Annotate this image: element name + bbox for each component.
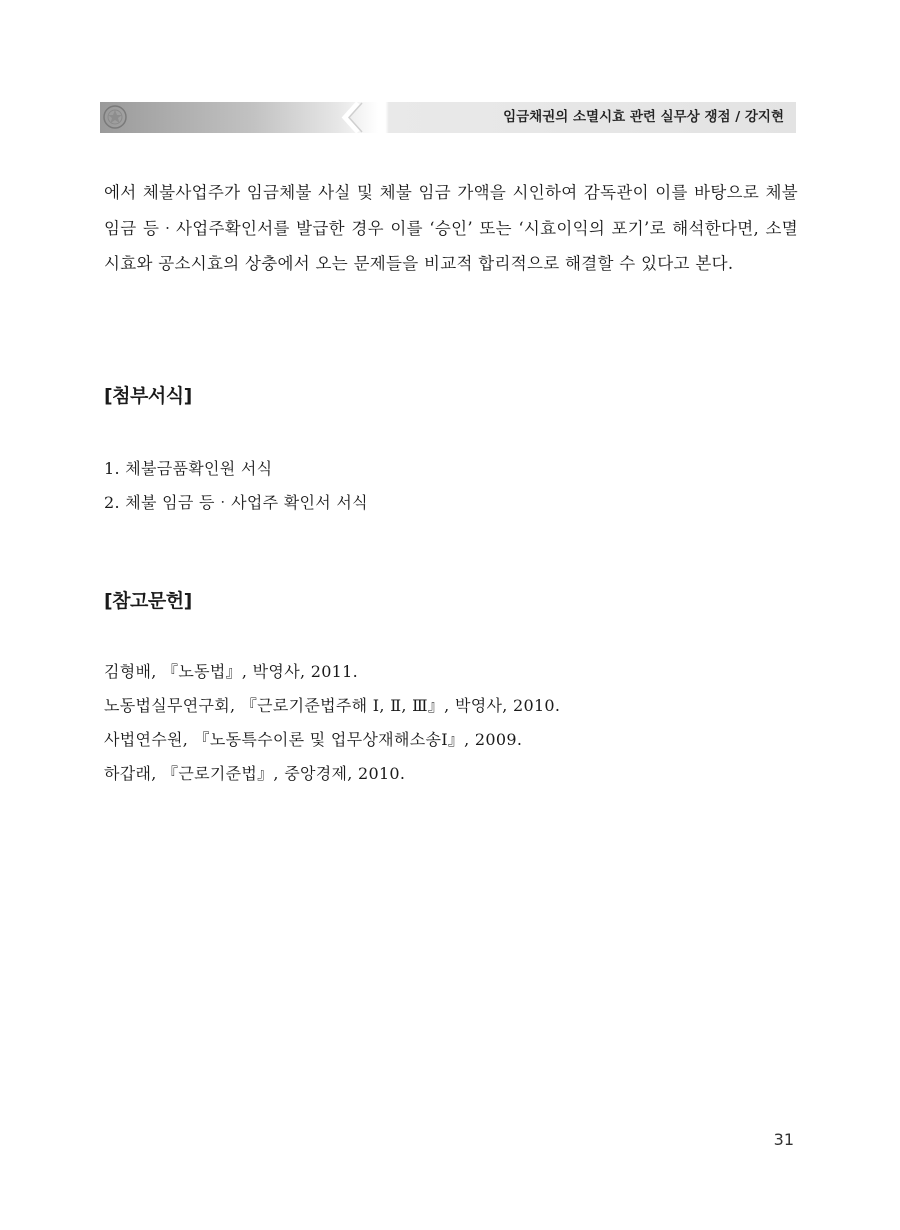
body-paragraph: 에서 체불사업주가 임금체불 사실 및 체불 임금 가액을 시인하여 감독관이 이를 바탕으로 체불 임금 등‧사업주확인서를 발급한 경우 이를 ‘승인’ 또는 ‘시효이익의 포기’로 해석한다면, 소멸시효와 공소시효의 상충에서 오는 문제들을 비교적 합리적으로 해결할 수 있다고 본다. [104,183,798,273]
list-item: 사법연수원, 『노동특수이론 및 업무상재해소송I』, 2009. [104,730,523,749]
chevron-left-icon [338,102,366,133]
list-item: 김형배, 『노동법』, 박영사, 2011. [104,662,359,681]
references-list [104,655,560,791]
references-heading: [참고문헌] [104,590,192,612]
emblem-logo-icon [102,104,128,130]
running-header [100,102,796,133]
running-title: 임금채권의 소멸시효 관련 실무상 쟁점 / 강지현 [503,109,784,125]
attachments-list [104,452,368,520]
list-item: 노동법실무연구회, 『근로기준법주해 Ⅰ, Ⅱ, Ⅲ』, 박영사, 2010. [104,696,561,715]
attachments-heading: [첨부서식] [104,385,192,407]
list-item: 2. 체불 임금 등‧사업주 확인서 서식 [104,493,368,512]
list-item: 하갑래, 『근로기준법』, 중앙경제, 2010. [104,764,406,783]
page-number: 31 [773,1130,794,1149]
list-item: 1. 체불금품확인원 서식 [104,459,273,478]
